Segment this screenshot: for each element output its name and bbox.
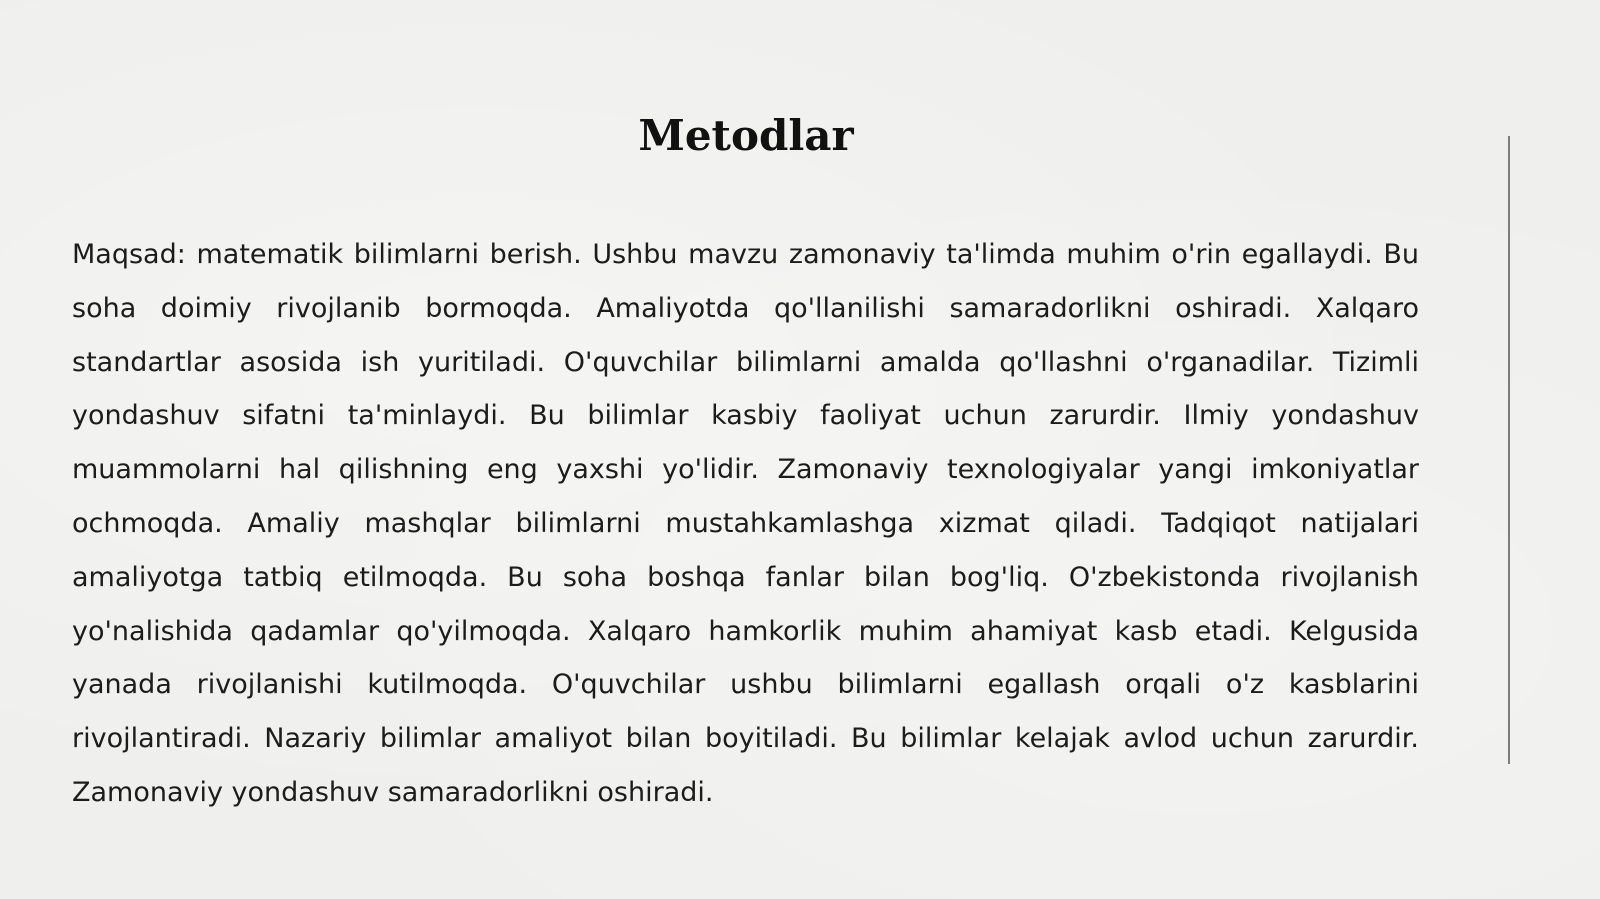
- slide-title: Metodlar: [638, 111, 854, 160]
- slide-body-text: Maqsad: matematik bilimlarni berish. Ushbu mavzu zamonaviy ta'limda muhim o'rin egallaydi. Bu soha doimiy rivojlanib bormoqda. Amaliyotda qo'llanilishi samaradorlikni oshiradi. Xalqaro standartlar asosida ish yuritiladi. O'quvchilar bilimlarni amalda qo'llashni o'rganadilar. Tizimli yondashuv sifatni ta'minlaydi. Bu bilimlar kasbiy faoliyat uchun zarurdir. Ilmiy yondashuv muammolarni hal qilishning eng yaxshi yo'lidir. Zamonaviy texnologiyalar yangi imkoniyatlar ochmoqda. Amaliy mashqlar bilimlarni mustahkamlashga xizmat qiladi. Tadqiqot natijalari amaliyotga tatbiq etilmoqda. Bu soha boshqa fanlar bilan bog'liq. O'zbekistonda rivojlanish yo'nalishida qadamlar qo'yilmoqda. Xalqaro hamkorlik muhim ahamiyat kasb etadi. Kelgusida yanada rivojlanishi kutilmoqda. O'quvchilar ushbu bilimlarni egallash orqali o'z kasblarini rivojlantiradi. Nazariy bilimlar amaliyot bilan boyitiladi. Bu bilimlar kelajak avlod uchun zarurdir. Zamonaviy yondashuv samaradorlikni oshiradi.: [72, 239, 1419, 808]
- vertical-divider: [1508, 136, 1510, 764]
